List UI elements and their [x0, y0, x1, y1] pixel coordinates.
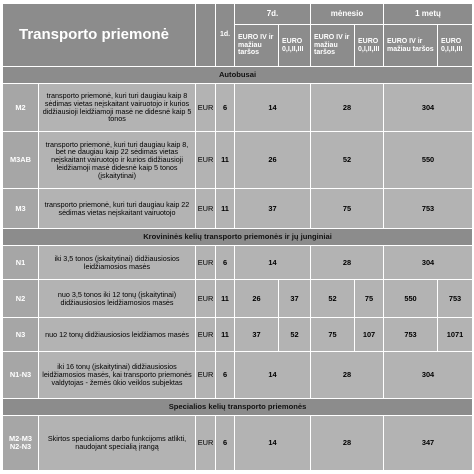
price-year: 304 — [384, 84, 473, 132]
vehicle-description: transporto priemonė, kuri turi daugiau kaip 8 sėdimas vietas neįskaitant vairuotojo ir kurios didžiausioji leidžiamoji masė ne didesnė kaip 5 tonos — [39, 84, 196, 132]
table-row — [3, 189, 473, 229]
currency-cell: EUR — [196, 84, 216, 132]
price-1d: 6 — [216, 352, 235, 399]
vehicle-category-code: M2-M3 N2-N3 — [3, 416, 39, 471]
currency-cell: EUR — [196, 318, 216, 352]
table-row — [3, 246, 473, 280]
euro-iv-header: EURO IV ir mažiau taršos — [311, 25, 355, 67]
vehicle-description: nuo 12 tonų didžiausiosios leidžiamos masės — [39, 318, 196, 352]
price-7d: 37 — [235, 189, 311, 229]
vehicle-description: transporto priemonė, kuri turi daugiau kaip 22 sėdimas vietas neįskaitant vairuotojo — [39, 189, 196, 229]
price-month: 28 — [311, 352, 384, 399]
price-month: 28 — [311, 246, 384, 280]
vehicle-description: Skirtos specialioms darbo funkcijoms atlikti, naudojant specialią įrangą — [39, 416, 196, 471]
currency-cell: EUR — [196, 246, 216, 280]
price-7d: 14 — [235, 246, 311, 280]
price-year-euro-0: 1071 — [438, 318, 473, 352]
price-month-euro-0: 107 — [355, 318, 384, 352]
price-7d-euro-iv: 26 — [235, 280, 279, 318]
price-1d: 11 — [216, 132, 235, 189]
table-title: Transporto priemonė — [3, 4, 196, 67]
vehicle-category-code: M3 — [3, 189, 39, 229]
currency-cell: EUR — [196, 416, 216, 471]
price-1d: 11 — [216, 189, 235, 229]
price-7d: 14 — [235, 84, 311, 132]
price-month: 52 — [311, 132, 384, 189]
euro-iv-header: EURO IV ir mažiau taršos — [384, 25, 438, 67]
table-row — [3, 84, 473, 132]
vehicle-description: iki 16 tonų (įskaitytinai) didžiausiosios leidžiamosios masės, kai transporto priemonės valdytojas - žemės ūkio veiklos subjektas — [39, 352, 196, 399]
vehicle-category-code: N2 — [3, 280, 39, 318]
price-7d-euro-0: 52 — [279, 318, 311, 352]
price-1d: 11 — [216, 280, 235, 318]
table-row — [3, 352, 473, 399]
price-year: 304 — [384, 352, 473, 399]
table-row — [3, 280, 473, 318]
vehicle-description: nuo 3,5 tonos iki 12 tonų (įskaitytinai) didžiausiosios leidžiamosios masės — [39, 280, 196, 318]
table-row — [3, 132, 473, 189]
price-year-euro-0: 753 — [438, 280, 473, 318]
vehicle-category-code: N1 — [3, 246, 39, 280]
vehicle-category-code: N1-N3 — [3, 352, 39, 399]
day1-header: 1d. — [216, 4, 235, 67]
euro-iv-header: EURO IV ir mažiau taršos — [235, 25, 279, 67]
currency-cell: EUR — [196, 189, 216, 229]
section-header-buses: Autobusai — [3, 67, 473, 84]
period-year-header: 1 metų — [384, 4, 473, 25]
price-month: 28 — [311, 84, 384, 132]
price-7d-euro-0: 37 — [279, 280, 311, 318]
price-year: 753 — [384, 189, 473, 229]
euro-0-header: EURO 0,I,II,III — [438, 25, 473, 67]
vehicle-description: transporto priemonė, kuri turi daugiau kaip 8, bet ne daugiau kaip 22 sėdimas vietas neįskaitant vairuotojo ir kurios didžiausioji leidžiamoji masė didesnė kaip 5 tonos (įskaitytinai) — [39, 132, 196, 189]
vehicle-description: iki 3,5 tonos (įskaitytinai) didžiausiosios leidžiamosios masės — [39, 246, 196, 280]
price-7d: 26 — [235, 132, 311, 189]
currency-cell: EUR — [196, 352, 216, 399]
price-7d: 14 — [235, 352, 311, 399]
vehicle-category-code: N3 — [3, 318, 39, 352]
price-year: 347 — [384, 416, 473, 471]
price-year: 304 — [384, 246, 473, 280]
price-7d-euro-iv: 37 — [235, 318, 279, 352]
period-month-header: mėnesio — [311, 4, 384, 25]
vignette-price-table — [2, 3, 473, 471]
price-month-euro-0: 75 — [355, 280, 384, 318]
price-1d: 6 — [216, 416, 235, 471]
vehicle-category-code: M2 — [3, 84, 39, 132]
vehicle-category-code: M3AB — [3, 132, 39, 189]
price-month: 28 — [311, 416, 384, 471]
price-year-euro-iv: 753 — [384, 318, 438, 352]
price-1d: 6 — [216, 246, 235, 280]
table-row — [3, 416, 473, 471]
price-month: 75 — [311, 189, 384, 229]
table-row — [3, 318, 473, 352]
price-1d: 11 — [216, 318, 235, 352]
price-month-euro-iv: 75 — [311, 318, 355, 352]
price-1d: 6 — [216, 84, 235, 132]
price-month-euro-iv: 52 — [311, 280, 355, 318]
euro-0-header: EURO 0,I,II,III — [279, 25, 311, 67]
section-header-special: Specialios kelių transporto priemonės — [3, 399, 473, 416]
currency-cell: EUR — [196, 132, 216, 189]
price-year: 550 — [384, 132, 473, 189]
price-year-euro-iv: 550 — [384, 280, 438, 318]
price-7d: 14 — [235, 416, 311, 471]
section-header-cargo: Krovininės kelių transporto priemonės ir jų junginiai — [3, 229, 473, 246]
currency-header-cell — [196, 4, 216, 67]
euro-0-header: EURO 0,I,II,III — [355, 25, 384, 67]
currency-cell: EUR — [196, 280, 216, 318]
period-7d-header: 7d. — [235, 4, 311, 25]
